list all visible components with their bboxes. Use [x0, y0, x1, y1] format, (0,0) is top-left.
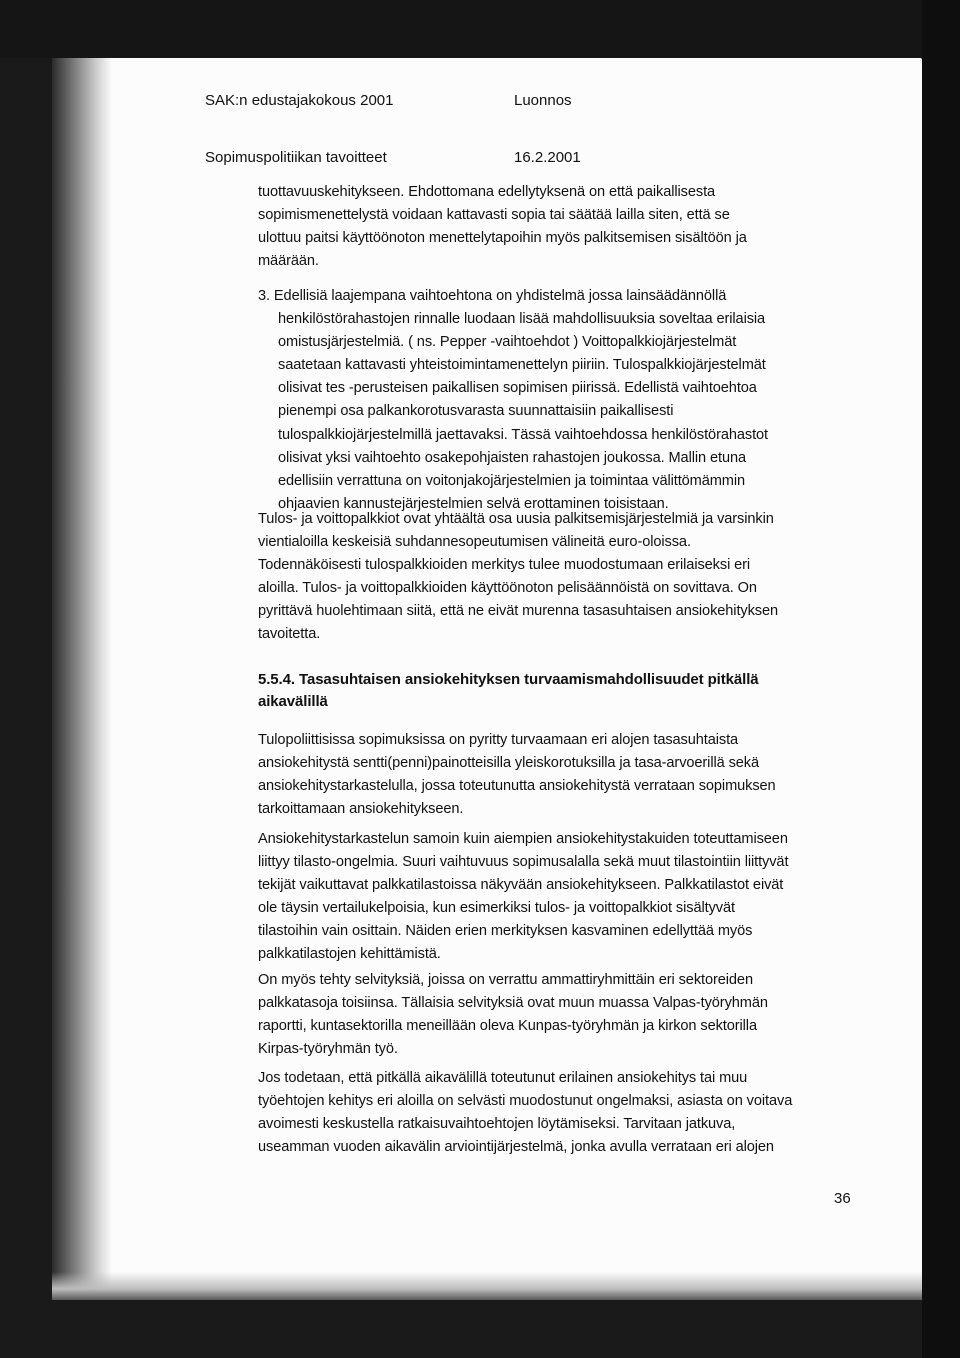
- paragraph-7: [258, 1067, 792, 1159]
- section-heading: [258, 669, 759, 713]
- scan-right-edge: [922, 0, 960, 1358]
- page-bottom-shadow: [52, 1272, 922, 1300]
- header-status: Luonnos: [514, 92, 572, 109]
- heading-line: 5.5.4. Tasasuhtaisen ansiokehityksen turvaamismahdollisuudet pitkällä: [258, 671, 759, 688]
- text-line: On myös tehty selvityksiä, joissa on verrattu ammattiryhmittäin eri sektoreiden: [258, 972, 753, 988]
- text-line: olisivat yksi vaihtoehto osakepohjaisten rahastojen joukossa. Mallin etuna: [278, 449, 746, 466]
- text-line: tulospalkkiojärjestelmillä jaettavaksi. Tässä vaihtoehdossa henkilöstörahastot: [278, 426, 769, 443]
- text-line: ansiokehitystarkastelulla, jossa toteutunutta ansiokehitystä verrataan sopimuksen: [258, 778, 776, 795]
- header-subject: Sopimuspolitiikan tavoitteet: [205, 149, 387, 166]
- text-line: työehtojen kehitys eri aloilla on selvästi muodostunut ongelmaksi, asiasta on voitava: [258, 1093, 793, 1110]
- text-line: määrään.: [258, 253, 319, 270]
- text-line: palkkatilastojen kehittämistä.: [258, 946, 441, 963]
- text-line: tavoitetta.: [258, 626, 321, 643]
- text-line: useamman vuoden aikavälin arviointijärjestelmä, jonka avulla verrataan eri alojen: [258, 1139, 774, 1156]
- text-line: tuottavuuskehitykseen. Ehdottomana edellytyksenä on että paikallisesta: [258, 184, 716, 200]
- text-line: 3. Edellisiä laajempana vaihtoehtona on yhdistelmä jossa lainsäädännöllä: [258, 288, 727, 304]
- text-line: ohjaavien kannustejärjestelmien selvä erottaminen toisistaan.: [278, 495, 669, 512]
- scan-top-edge: [0, 0, 960, 58]
- text-line: ole täysin vertailukelpoisia, kun esimerkiksi tulos- ja voittopalkkiot sisältyvät: [258, 900, 735, 917]
- header-date: 16.2.2001: [514, 149, 581, 166]
- text-line: pyrittävä huolehtimaan siitä, että ne eivät murenna tasasuhtaisen ansiokehityksen: [258, 603, 779, 620]
- text-line: edellisiin verrattuna on voitonjakojärjestelmien ja toimintaa välittömämmin: [278, 472, 746, 489]
- page-number: 36: [834, 1190, 851, 1207]
- text-line: raportti, kuntasektorilla meneillään oleva Kunpas-työryhmän ja kirkon sektorilla: [258, 1018, 757, 1035]
- text-line: henkilöstörahastojen rinnalle luodaan lisää mahdollisuuksia soveltaa erilaisia: [278, 311, 766, 328]
- text-line: liittyy tilasto-ongelmia. Suuri vaihtuvuus sopimusalalla sekä muut tilastointiin liittyvät: [258, 854, 789, 871]
- text-line: sopimismenettelystä voidaan kattavasti sopia tai säätää lailla siten, että se: [258, 207, 730, 224]
- heading-line: aikavälillä: [258, 693, 328, 710]
- paragraph-3: [258, 508, 778, 647]
- text-line: vientialoilla keskeisiä suhdannesopeutumisen välineitä euro-oloissa.: [258, 534, 691, 551]
- paragraph-1: [258, 181, 747, 273]
- text-line: olisivat tes -perusteisen paikallisen sopimisen piirissä. Edellistä vaihtoehtoa: [278, 380, 757, 397]
- paragraph-5: [258, 828, 788, 967]
- text-line: Tulos- ja voittopalkkiot ovat yhtäältä osa uusia palkitsemisjärjestelmiä ja varsinkin: [258, 511, 774, 527]
- text-line: saatetaan kattavasti yhteistoimintamenettelyn piiriin. Tulospalkkiojärjestelmät: [278, 357, 766, 374]
- text-line: aloilla. Tulos- ja voittopalkkioiden käyttöönoton pelisäännöistä on sovittava. On: [258, 580, 757, 597]
- header-org: SAK:n edustajakokous 2001: [205, 92, 394, 109]
- text-line: ulottuu paitsi käyttöönoton menettelytapoihin myös palkitsemisen sisältöön ja: [258, 230, 747, 247]
- text-line: avoimesti keskustella ratkaisuvaihtoehtojen löytämiseksi. Tarvitaan jatkuva,: [258, 1116, 736, 1133]
- text-line: palkkatasoja toisiinsa. Tällaisia selvityksiä ovat muun muassa Valpas-työryhmän: [258, 995, 768, 1012]
- text-line: ansiokehitystä sentti(penni)painotteisilla yleiskorotuksilla ja tasa-arvoerillä sekä: [258, 755, 760, 772]
- paragraph-6: [258, 969, 768, 1061]
- text-line: tarkoittamaan ansiokehitykseen.: [258, 801, 464, 818]
- text-line: omistusjärjestelmiä. ( ns. Pepper -vaihtoehdot ) Voittopalkkiojärjestelmät: [278, 334, 737, 351]
- text-line: pienempi osa palkankorotusvarasta suunnattaisiin paikallisesti: [278, 403, 674, 420]
- text-line: Todennäköisesti tulospalkkioiden merkitys tulee muodostumaan erilaiseksi eri: [258, 557, 751, 574]
- text-line: Kirpas-työryhmän työ.: [258, 1041, 398, 1058]
- text-line: Ansiokehitystarkastelun samoin kuin aiempien ansiokehitystakuiden toteuttamiseen: [258, 831, 788, 847]
- text-line: Tulopoliittisissa sopimuksissa on pyritty turvaamaan eri alojen tasasuhtaista: [258, 732, 739, 748]
- text-line: tilastoihin vain osittain. Näiden erien merkityksen kasvaminen edellyttää myös: [258, 923, 753, 940]
- paragraph-2: [258, 285, 768, 516]
- text-line: tekijät vaikuttavat palkkatilastoissa näkyvään ansiokehitykseen. Palkkatilastot eivät: [258, 877, 784, 894]
- text-line: Jos todetaan, että pitkällä aikavälillä toteutunut erilainen ansiokehitys tai muu: [258, 1070, 748, 1086]
- paragraph-4: [258, 729, 776, 821]
- page-left-shadow: [52, 58, 112, 1300]
